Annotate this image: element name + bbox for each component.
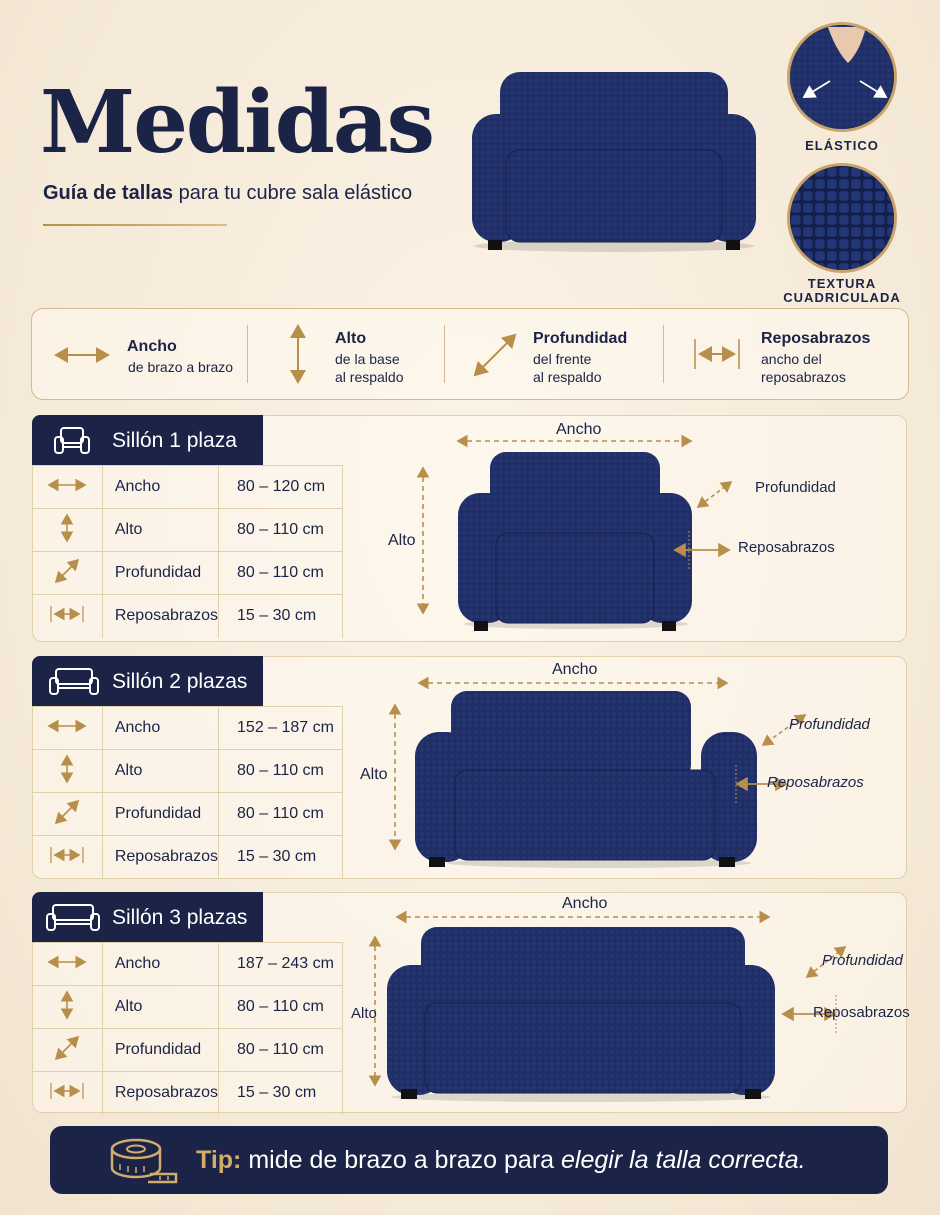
table-row — [33, 707, 343, 750]
legend-armrest-desc-1: ancho del — [761, 351, 822, 367]
tip-banner — [50, 1126, 888, 1194]
depth-arrow-icon — [52, 1033, 82, 1063]
spec-label: Profundidad — [102, 793, 218, 836]
grid-texture-label-2: CUADRICULADA — [783, 290, 901, 305]
legend-height-title: Alto — [335, 330, 367, 347]
legend-width-title: Ancho — [127, 338, 177, 355]
size-card-title: Sillón 3 plazas — [112, 906, 248, 929]
spec-value: 80 – 110 cm — [219, 552, 343, 595]
spec-label: Ancho — [102, 943, 218, 986]
height-arrow-icon — [288, 322, 308, 386]
loveseat-diagram — [353, 657, 823, 879]
diagram-depth-label: Profundidad — [822, 952, 903, 969]
size-card-2-seat — [32, 656, 907, 879]
spec-label: Reposabrazos — [102, 836, 218, 879]
height-arrow-icon — [60, 988, 74, 1022]
armrest-arrow-icon — [49, 1081, 85, 1101]
tip-body: mide de brazo a brazo para — [241, 1146, 562, 1174]
elastic-label: ELÁSTICO — [805, 138, 879, 153]
size-card-title: Sillón 1 plaza — [112, 429, 237, 452]
diagram-height-label: Alto — [360, 766, 388, 783]
table-row — [33, 943, 343, 986]
spec-value: 80 – 110 cm — [219, 750, 343, 793]
spec-value: 80 – 120 cm — [219, 466, 343, 509]
legend-armrest — [664, 309, 908, 399]
table-row — [33, 595, 343, 638]
size-card-title: Sillón 2 plazas — [112, 670, 248, 693]
width-arrow-icon — [45, 955, 89, 969]
legend-depth-desc-2: al respaldo — [533, 369, 602, 385]
width-arrow-icon — [45, 719, 89, 733]
spec-value: 152 – 187 cm — [219, 707, 343, 750]
table-row — [33, 986, 343, 1029]
grid-texture-label-1: TEXTURA — [807, 276, 877, 291]
size-card-1-seat — [32, 415, 907, 642]
width-arrow-icon — [45, 478, 89, 492]
armrest-arrow-icon — [49, 845, 85, 865]
subtitle-divider — [43, 224, 227, 226]
sofa-diagram — [363, 893, 873, 1113]
height-arrow-icon — [60, 752, 74, 786]
measurement-legend — [31, 308, 909, 400]
spec-label: Alto — [102, 509, 218, 552]
legend-height-desc-1: de la base — [335, 351, 400, 367]
legend-height — [248, 309, 444, 399]
legend-depth-desc-1: del frente — [533, 351, 592, 367]
legend-width — [32, 309, 247, 399]
spec-value: 187 – 243 cm — [219, 943, 343, 986]
depth-arrow-icon — [470, 330, 520, 380]
loveseat-icon — [47, 666, 101, 698]
table-row — [33, 750, 343, 793]
legend-height-desc-2: al respaldo — [335, 369, 404, 385]
diagram-depth-label: Profundidad — [755, 479, 836, 496]
table-row — [33, 552, 343, 595]
size-spec-table — [33, 942, 343, 1115]
tip-emphasis: elegir la talla correcta. — [561, 1146, 806, 1174]
diagram-width-label: Ancho — [552, 661, 598, 678]
depth-arrow-icon — [52, 797, 82, 827]
spec-label: Ancho — [102, 707, 218, 750]
spec-label: Ancho — [102, 466, 218, 509]
size-card-3-seat — [32, 892, 910, 1113]
spec-label: Alto — [102, 750, 218, 793]
table-row — [33, 466, 343, 509]
grid-texture-icon — [790, 166, 897, 273]
table-row — [33, 1072, 343, 1115]
diagram-height-label: Alto — [351, 1005, 377, 1022]
spec-label: Alto — [102, 986, 218, 1029]
diagram-width-label: Ancho — [556, 421, 602, 438]
grid-texture-swatch — [787, 163, 897, 273]
spec-label: Reposabrazos — [102, 1072, 218, 1115]
subtitle-rest: para tu cubre sala elástico — [173, 182, 413, 204]
spec-label: Profundidad — [102, 552, 218, 595]
size-spec-table — [33, 706, 343, 879]
diagram-height-label: Alto — [388, 532, 416, 549]
sofa-icon — [44, 902, 102, 934]
size-card-header — [32, 892, 263, 942]
spec-label: Reposabrazos — [102, 595, 218, 638]
measuring-tape-icon — [108, 1134, 180, 1186]
legend-width-desc: de brazo a brazo — [128, 359, 234, 375]
table-row — [33, 793, 343, 836]
legend-depth-title: Profundidad — [533, 330, 628, 347]
armchair-diagram — [378, 416, 778, 641]
subtitle-bold: Guía de tallas — [43, 182, 174, 204]
legend-depth — [445, 309, 663, 399]
stretch-fabric-icon — [790, 25, 897, 132]
page-title: Medidas — [40, 72, 433, 173]
diagram-depth-label: Profundidad — [789, 716, 870, 733]
spec-value: 80 – 110 cm — [219, 1029, 343, 1072]
legend-armrest-desc-2: reposabrazos — [761, 369, 846, 385]
tip-label: Tip: — [196, 1146, 242, 1174]
spec-value: 15 – 30 cm — [219, 836, 343, 879]
table-row — [33, 509, 343, 552]
depth-arrow-icon — [52, 556, 82, 586]
armchair-icon — [52, 425, 92, 457]
hero-loveseat-image — [468, 66, 760, 256]
tip-text — [196, 1146, 806, 1175]
diagram-armrest-label: Reposabrazos — [767, 774, 864, 791]
elastic-swatch — [787, 22, 897, 132]
diagram-armrest-label: Reposabrazos — [813, 1004, 910, 1021]
spec-value: 15 – 30 cm — [219, 1072, 343, 1115]
size-card-header — [32, 656, 263, 706]
width-arrow-icon — [52, 345, 112, 365]
spec-value: 80 – 110 cm — [219, 793, 343, 836]
spec-label: Profundidad — [102, 1029, 218, 1072]
page-subtitle — [43, 182, 412, 205]
spec-value: 80 – 110 cm — [219, 986, 343, 1029]
armrest-arrow-icon — [49, 604, 85, 624]
table-row — [33, 1029, 343, 1072]
diagram-width-label: Ancho — [562, 895, 608, 912]
armrest-arrow-icon — [692, 337, 742, 371]
table-row — [33, 836, 343, 879]
spec-value: 80 – 110 cm — [219, 509, 343, 552]
legend-armrest-title: Reposabrazos — [761, 330, 871, 347]
spec-value: 15 – 30 cm — [219, 595, 343, 638]
size-spec-table — [33, 465, 343, 638]
size-card-header — [32, 415, 263, 465]
diagram-armrest-label: Reposabrazos — [738, 539, 835, 556]
height-arrow-icon — [60, 511, 74, 545]
